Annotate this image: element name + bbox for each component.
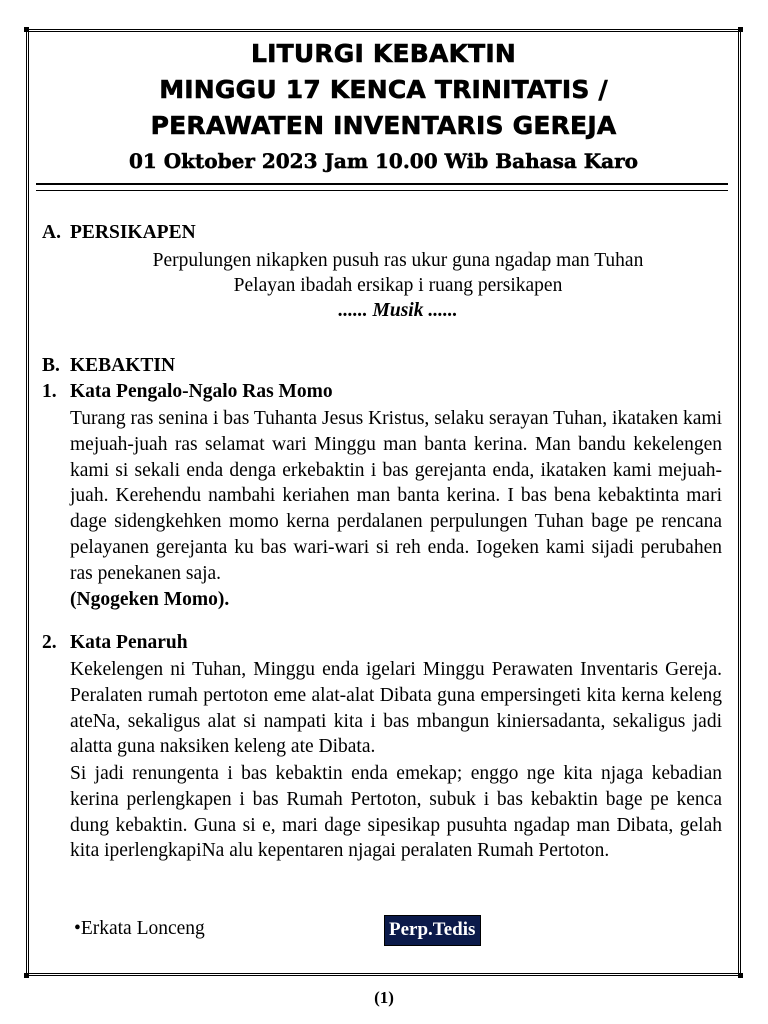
item-1-closing: (Ngogeken Momo). — [70, 588, 230, 610]
section-a-heading — [42, 222, 196, 244]
item-2-text-1: Kekelengen ni Tuhan, Minggu enda igelari Minggu Perawaten Inventaris Gereja. Peralaten rumah pertoton eme alat-alat Dibata guna empersingeti kita kerna keleng ateNa, sekaligus alat si nampati kita i bas mbangun kiniersadanta, sekaligus jadi alatta guna naksiken keleng ate Dibata. — [70, 659, 722, 758]
title-line-3: PERAWATEN INVENTARIS GEREJA — [150, 111, 617, 140]
bell-instruction — [74, 918, 205, 940]
border-corner — [738, 27, 743, 32]
section-b-title: KEBAKTIN — [70, 355, 176, 376]
item-1-body: Turang ras senina i bas Tuhanta Jesus Kristus, selaku serayan Tuhan, ikataken kami mejuah-juah ras selamat wari Minggu man banta kerina. Man bandu kekelengen kami si sekali enda denga erkebaktin i bas gerejanta enda, ikataken kami mejuah-juah. Kerehendu nambahi keriahen man banta kerina. I bas bena kebaktinta mari dage sidengkehken momo kerna perdalanen perpulungen Tuhan bage pe rencana pelayanen gerejanta ku bas wari-wari si reh enda. Iogeken kami sijadi perubahen ras penekanen saja. — [70, 408, 722, 584]
item-2-heading — [42, 632, 188, 654]
border-corner — [24, 973, 29, 978]
item-2-number: 2. — [42, 632, 57, 653]
title-line-2: MINGGU 17 KENCA TRINITATIS / — [159, 75, 608, 104]
section-b-label: B. — [42, 355, 60, 376]
section-a-line-1: Perpulungen nikapken pusuh ras ukur guna ngadap man Tuhan — [152, 250, 644, 271]
section-a-line-2: Pelayan ibadah ersikap i ruang persikapen — [233, 275, 563, 296]
section-a-label: A. — [42, 222, 61, 243]
border-corner — [24, 27, 29, 32]
document-header — [30, 36, 737, 178]
header-divider — [36, 183, 728, 185]
bullet-icon: • — [74, 918, 81, 939]
item-1-heading — [42, 381, 333, 403]
item-1-number: 1. — [42, 381, 57, 402]
border-corner — [738, 973, 743, 978]
section-b-heading — [42, 355, 175, 377]
page-number: (1) — [374, 988, 394, 1007]
item-1-text — [70, 406, 722, 612]
date-line: 01 Oktober 2023 Jam 10.00 Wib Bahasa Karo — [128, 149, 639, 173]
item-2-text-2: Si jadi renungenta i bas kebaktin enda emekap; enggo nge kita njaga kebadian kerina perlengkapen i bas Rumah Pertoton, subuk i bas kebaktin bage pe kenca dung kebaktin. Guna si e, mari dage sipesikap pusuhta ngadap man Dibata, gelah kita iperlengkapiNa alu kepentaren njagai peralaten Rumah Pertoton. — [70, 763, 722, 862]
section-a-title: PERSIKAPEN — [70, 222, 196, 243]
title-line-1: LITURGI KEBAKTIN — [250, 39, 517, 68]
music-cue: ...... Musik ...... — [338, 300, 458, 321]
speaker-badge: Perp.Tedis — [384, 915, 481, 946]
item-1-title: Kata Pengalo-Ngalo Ras Momo — [70, 381, 333, 402]
item-2-title: Kata Penaruh — [70, 632, 188, 653]
bell-instruction-text: Erkata Lonceng — [80, 918, 205, 939]
header-divider-thin — [36, 190, 728, 191]
